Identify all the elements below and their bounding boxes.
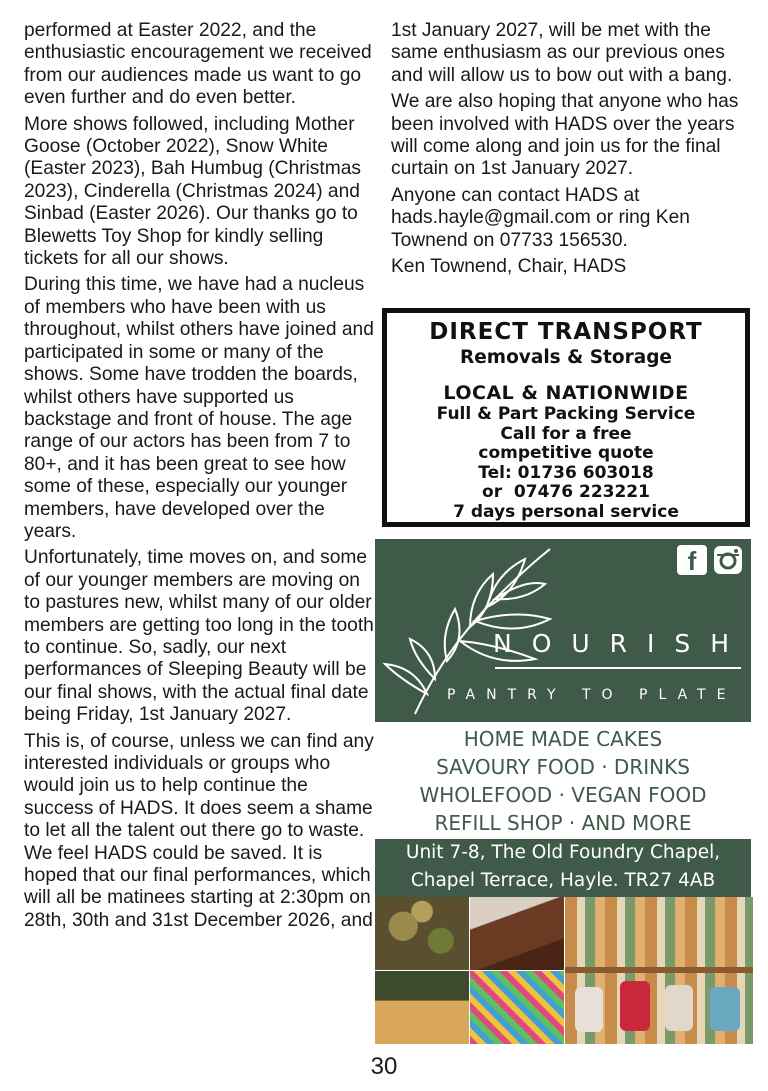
divider [495,667,741,669]
ad-line: competitive quote [478,443,654,463]
signature-line: Ken Townend, Chair, HADS [391,256,627,278]
paragraph: 1st January 2027, will be met with the same enthusiasm as our previous ones and will allow us to bow out with a bang. [391,20,733,86]
paragraph: Anyone can contact HADS at hads.hayle@gmail.com or ring Ken Townend on 07733 156530. [391,184,690,251]
service-item: HOME MADE CAKES [463,727,663,751]
left-article-column [24,20,376,936]
photo-cake [470,897,564,970]
paragraph: This is, of course, unless we can find any interested individuals or groups who would join us to help continue the success of HADS. It does seem a shame to let all the talent out there go to waste. We feel HADS could be saved. It is hoped that our final performances, which will all be matinees starting at 2:30pm on 28th, 30th and 31st December 2026, and [24,730,374,931]
photo-pastry [375,971,469,1044]
photo-olives [375,897,469,970]
address-line: Unit 7-8, The Old Foundry Chapel, [405,842,721,863]
right-article-column [391,20,751,282]
address-banner [375,839,751,897]
social-icons [677,545,743,575]
service-item: WHOLEFOOD · VEGAN FOOD [419,783,707,807]
nourish-header [375,539,751,722]
brand-name: NOURISH [493,629,750,658]
paragraph: Unfortunately, time moves on, and some of our younger members are moving on to pastures new, whilst many of our older members are getting too long in the tooth to continue. So, sadly, our next performances of Sleeping Beauty will be our final shows, with the actual final date being Friday, 1st January 2027. [24,547,374,726]
photo-candy [470,971,564,1044]
service-item: SAVOURY FOOD · DRINKS [436,755,690,779]
brand-tagline: PANTRY TO PLATE [447,687,737,703]
paragraph: During this time, we have had a nucleus of members who have been with us throughout, whilst others have joined and participated in some or many of the shows. Some have trodden the boards, whilst others have supported us backstage and front of house. The age range of our actors has been from 7 to 80+, and it has been great to see how some of these, especially our younger members, have developed over the years. [24,274,374,542]
photo-shelves [565,897,753,1044]
service-item: REFILL SHOP · AND MORE [434,811,692,835]
instagram-icon [713,545,743,575]
ad-phone: or 07476 223221 [482,482,650,502]
ad-line: 7 days personal service [453,501,679,522]
direct-transport-ad [382,308,750,527]
ad-subtitle: Removals & Storage [460,347,672,368]
ad-title: DIRECT TRANSPORT [429,319,703,345]
address-line: Chapel Terrace, Hayle. TR27 4AB [410,870,716,891]
ad-line: Call for a free [500,423,632,444]
ad-line: LOCAL & NATIONWIDE [443,382,689,404]
ad-phone: Tel: 01736 603018 [478,462,654,483]
paragraph: More shows followed, including Mother Goose (October 2022), Snow White (Easter 2023), Bah Humbug (Christmas 2023), Cinderella (Christmas 2024) and Sinbad (Easter 2026). Our thanks go to Blewetts Toy Shop for kindly selling tickets for all our shows. [24,113,361,270]
facebook-icon: f [677,545,707,575]
paragraph: performed at Easter 2022, and the enthusiastic encouragement we received from our audiences made us want to go even further and do even better. [24,20,372,109]
nourish-ad [375,539,751,1044]
services-list [375,725,751,837]
paragraph: We are also hoping that anyone who has been involved with HADS over the years will come along and join us for the final curtain on 1st January 2027. [391,91,739,180]
ad-line: Full & Part Packing Service [436,404,696,424]
page-number: 30 [370,1053,398,1080]
food-photo-collage [375,897,751,1044]
